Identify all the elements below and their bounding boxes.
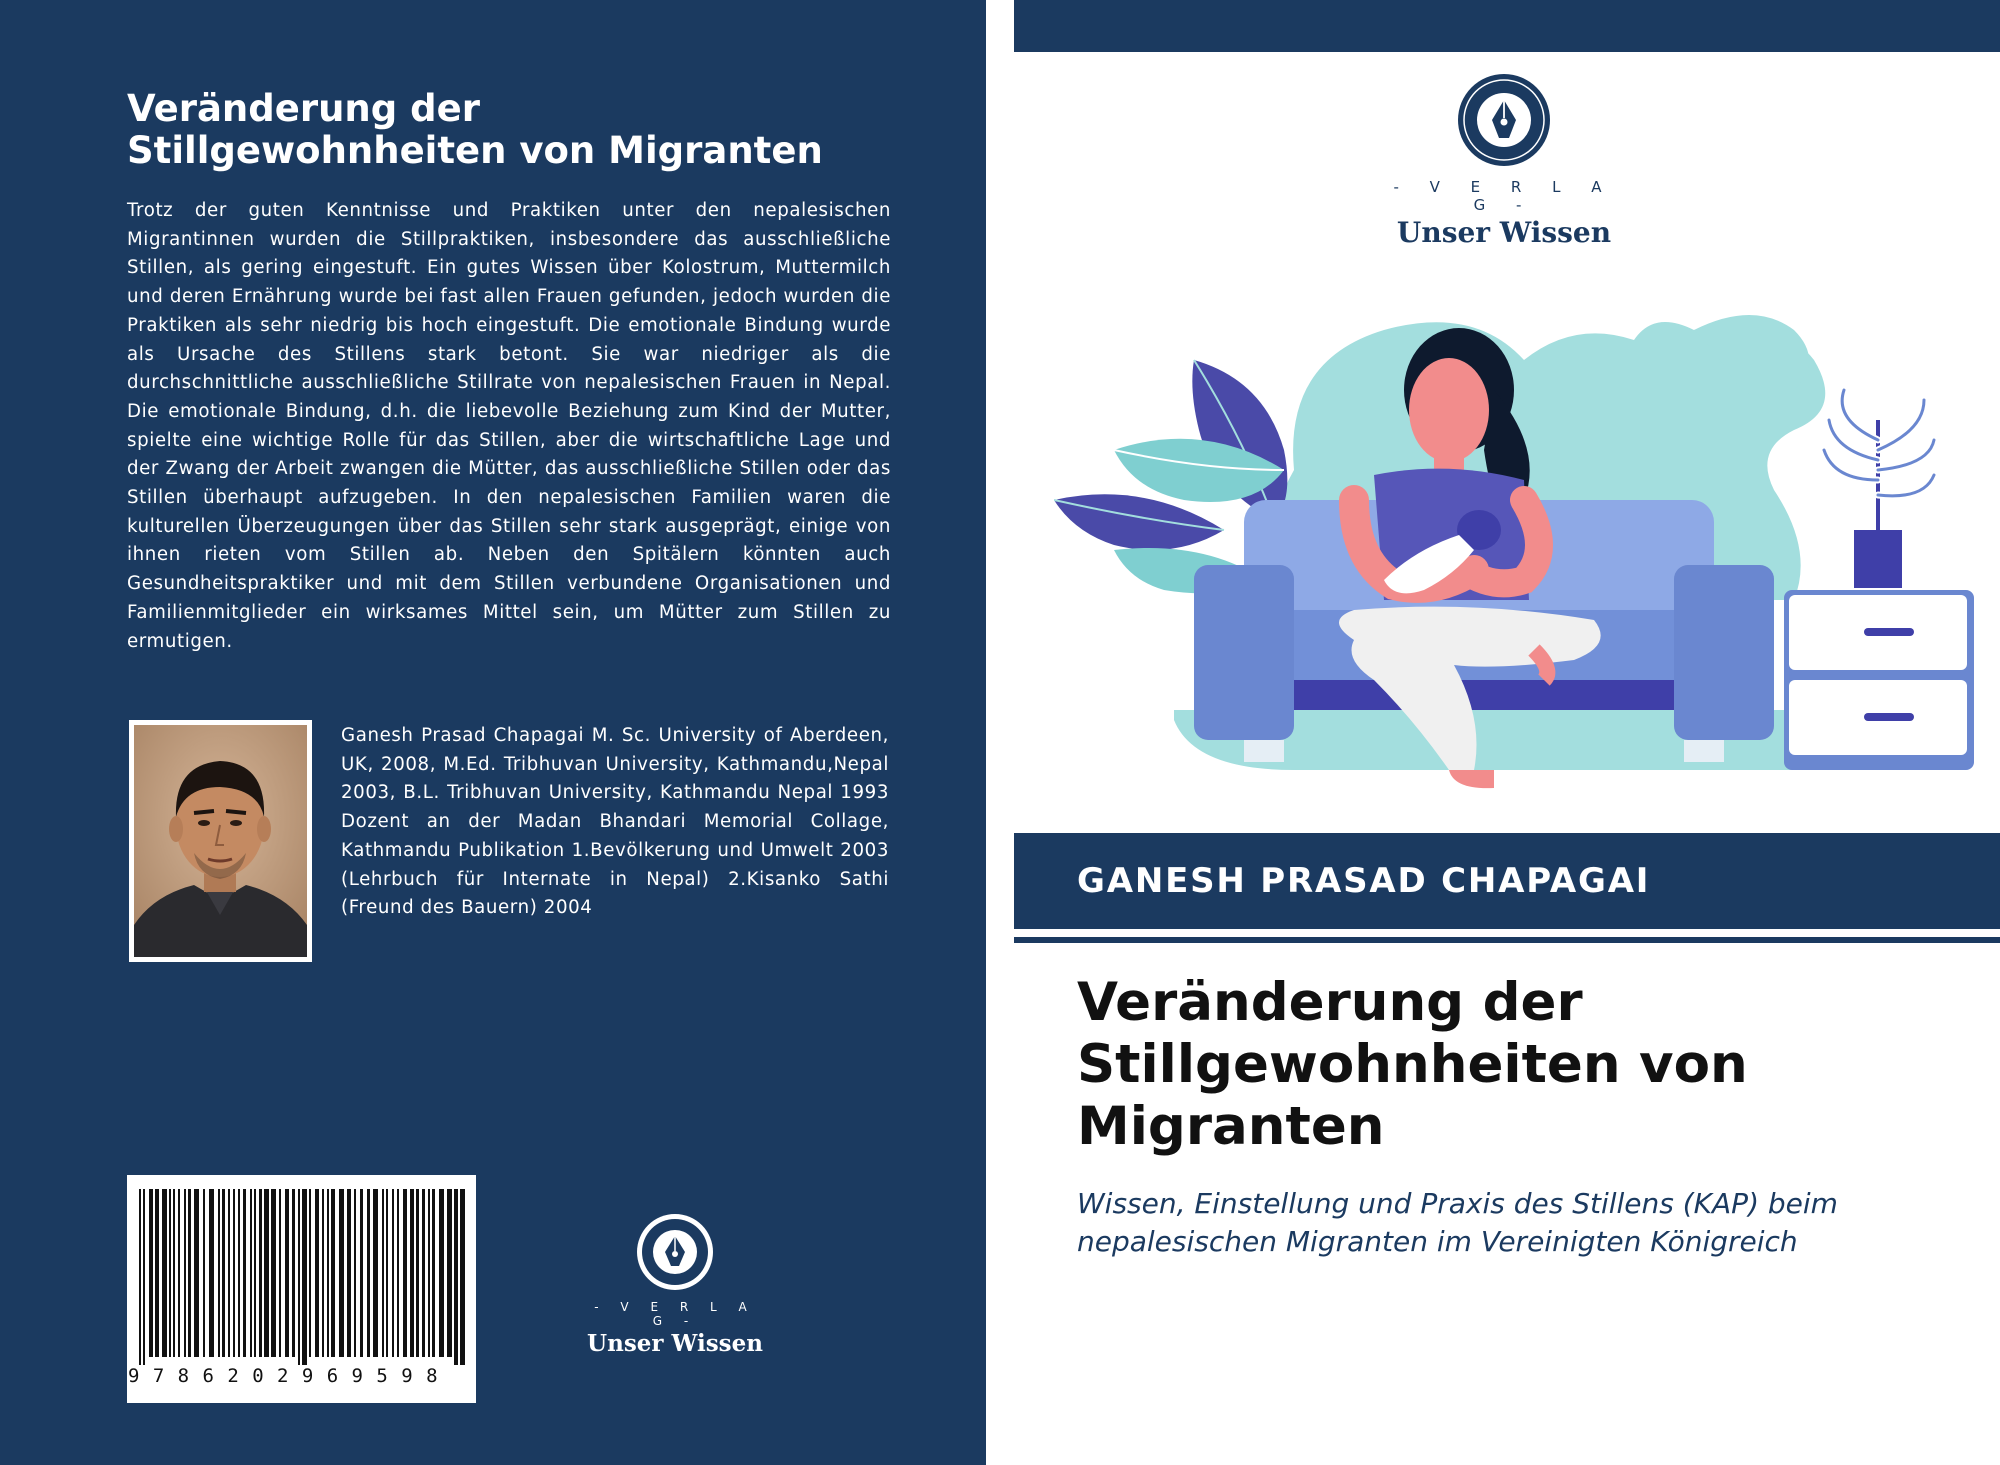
barcode-bar	[460, 1189, 465, 1365]
front-cover-title	[1077, 972, 1957, 1158]
barcode-bar	[222, 1189, 225, 1357]
barcode-bar	[331, 1189, 335, 1357]
barcode-bar	[233, 1189, 235, 1357]
barcode-bar	[139, 1189, 141, 1365]
back-cover-title	[127, 88, 907, 172]
front-title-line-3: Migranten	[1077, 1096, 1385, 1157]
barcode-bar	[322, 1189, 324, 1357]
barcode-bar	[315, 1189, 319, 1357]
barcode-bar	[264, 1189, 269, 1357]
barcode-bar	[155, 1189, 159, 1357]
barcode-bar	[439, 1189, 444, 1357]
back-publisher-verlag: - V E R L A G -	[594, 1300, 756, 1328]
front-cover-subtitle	[1077, 1185, 1977, 1261]
front-title-line-2: Stillgewohnheiten von	[1077, 1034, 1748, 1095]
barcode-bar	[432, 1189, 435, 1357]
subtitle-line-1: Wissen, Einstellung und Praxis des Stillens (KAP) beim	[1077, 1187, 1838, 1220]
woman-face	[1409, 358, 1489, 462]
barcode-bar	[143, 1189, 145, 1365]
barcode-bar	[218, 1189, 220, 1357]
barcode-bar	[309, 1189, 311, 1357]
author-banner	[1014, 833, 2000, 929]
subtitle-line-2: nepalesischen Migranten im Vereinigten Königreich	[1077, 1225, 1798, 1258]
barcode-bar	[386, 1189, 388, 1357]
fountain-pen-seal-icon	[1456, 72, 1552, 168]
barcode-bar	[149, 1189, 153, 1357]
divider-rule	[1014, 937, 2000, 943]
author-name: GANESH PRASAD CHAPAGAI	[1077, 861, 1651, 901]
vase	[1854, 530, 1902, 588]
author-photo	[129, 720, 312, 962]
barcode-bar	[360, 1189, 363, 1357]
barcode-bar	[188, 1189, 191, 1357]
barcode-bar	[173, 1189, 175, 1357]
barcode-bar	[302, 1189, 307, 1365]
barcode-bar	[178, 1189, 180, 1357]
barcode-bar	[327, 1189, 329, 1357]
author-bio: Ganesh Prasad Chapagai M. Sc. University of Aberdeen, UK, 2008, M.Ed. Tribhuvan University, Kathmandu,Nepal 2003, B.L. Tribhuvan University, Kathmandu Nepal 1993 Dozent an der Madan Bhandari Memorial Collage, Kathmandu Publikation 1.Bevölkerung und Umwelt 2003 (Lehrbuch für Internate in Nepal) 2.Kisanko Sathi (Freund des Bauern) 2004	[341, 725, 889, 919]
barcode-bars	[127, 1175, 476, 1365]
barcode-bar	[238, 1189, 240, 1357]
barcode-bar	[410, 1189, 414, 1357]
back-publisher-logo	[580, 1212, 770, 1357]
back-cover	[0, 0, 986, 1465]
barcode-bar	[298, 1189, 300, 1365]
back-publisher-name: Unser Wissen	[587, 1330, 763, 1357]
portrait-illustration	[134, 725, 307, 957]
barcode-bar	[416, 1189, 419, 1357]
barcode-bar	[162, 1189, 167, 1357]
barcode-bar	[194, 1189, 199, 1357]
barcode-bar	[339, 1189, 344, 1357]
front-publisher-name: Unser Wissen	[1396, 216, 1612, 249]
barcode-bar	[250, 1189, 252, 1357]
sofa-arm-right	[1674, 565, 1774, 740]
barcode-bar	[259, 1189, 262, 1357]
barcode-bar	[169, 1189, 171, 1357]
barcode-bar	[354, 1189, 356, 1357]
sofa-arm-left	[1194, 565, 1294, 740]
barcode-digits: 9786202969598	[128, 1365, 451, 1387]
barcode-bar	[209, 1189, 214, 1357]
front-publisher-logo	[1374, 72, 1634, 249]
barcode-bar	[397, 1189, 399, 1357]
barcode-bar	[428, 1189, 430, 1357]
barcode-bar	[254, 1189, 256, 1357]
fountain-pen-seal-icon	[635, 1212, 715, 1292]
author-portrait	[134, 725, 307, 957]
front-publisher-verlag: - V E R L A G -	[1393, 178, 1615, 214]
front-title-line-1: Veränderung der	[1077, 972, 1583, 1033]
barcode-bar	[382, 1189, 384, 1357]
barcode-bar	[367, 1189, 370, 1357]
barcode-bar	[392, 1189, 394, 1357]
barcode-bar	[422, 1189, 425, 1357]
barcode-bar	[203, 1189, 205, 1357]
front-top-bar	[1014, 0, 2000, 52]
barcode-bar	[373, 1189, 378, 1357]
barcode-bar	[184, 1189, 186, 1357]
barcode-bar	[243, 1189, 246, 1357]
barcode-bar	[403, 1189, 407, 1357]
barcode-bar	[228, 1189, 230, 1357]
barcode-bar	[271, 1189, 276, 1357]
back-cover-blurb: Trotz der guten Kenntnisse und Praktiken unter den nepalesischen Migrantinnen wurden die Stillpraktiken, insbesondere das ausschließliche Stillen, als gering eingestuft. Ein gutes Wissen über Kolostrum, Muttermilch und deren Ernährung wurde bei fast allen Frauen gefunden, jedoch wurden die Praktiken als sehr niedrig bis hoch eingestuft. Die emotionale Bindung wurde als Ursache des Stillens stark betont. Sie war niedriger als die durchschnittliche ausschließliche Stillrate von nepalesischen Frauen in Nepal. Die emotionale Bindung, d.h. die liebevolle Beziehung zum Kind der Mutter, spielte eine wichtige Rolle für das Stillen, aber die wirtschaftliche Lage und der Zwang der Arbeit zwangen die Mütter, das ausschließliche Stillen oder das Stillen überhaupt aufzugeben. In den nepalesischen Familien waren die kulturellen Überzeugungen über das Stillen sehr stark ausgeprägt, einige von ihnen rieten vom Stillen ab. Neben den Spitälern könnten auch Gesundheitspraktiker und mit dem Stillen verbundene Organisationen und Familienmitglieder ein wirksames Mittel sein, um Mütter zum Stillen zu ermutigen.	[127, 200, 891, 652]
barcode-bar	[447, 1189, 452, 1357]
front-cover	[1014, 0, 2000, 1465]
barcode-bar	[279, 1189, 281, 1357]
barcode-bar	[285, 1189, 289, 1357]
barcode-bar	[454, 1189, 458, 1365]
back-title-line-2: Stillgewohnheiten von Migranten	[127, 129, 823, 172]
barcode-bar	[292, 1189, 295, 1357]
barcode	[127, 1175, 476, 1403]
barcode-bar	[347, 1189, 351, 1357]
breastfeeding-illustration	[1054, 300, 1974, 800]
back-title-line-1: Veränderung der	[127, 87, 480, 130]
leaf-purple	[1054, 494, 1224, 550]
spine-gap	[986, 0, 1014, 1465]
